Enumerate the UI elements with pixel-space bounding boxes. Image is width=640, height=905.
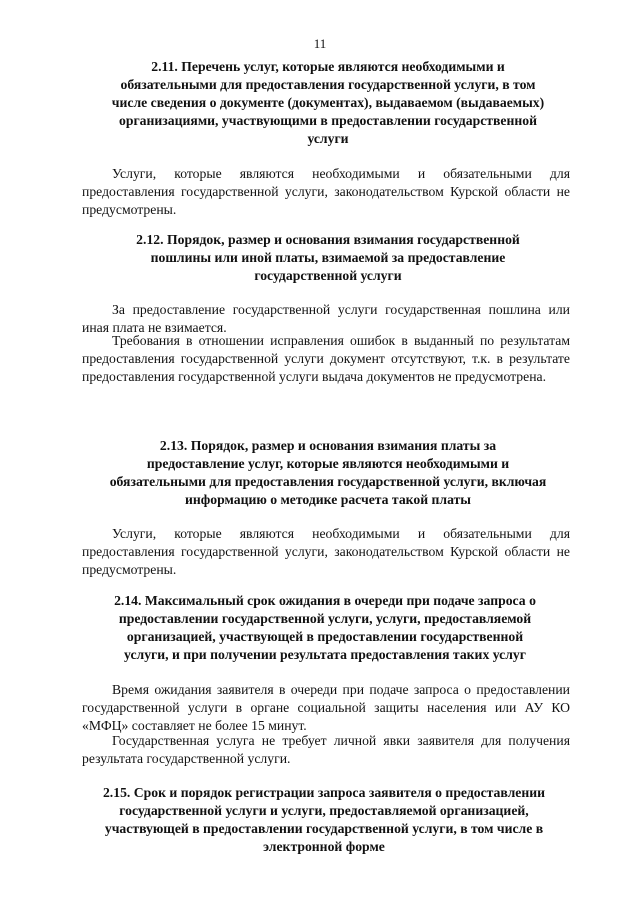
heading-line: 2.12. Порядок, размер и основания взимания государственной: [136, 232, 520, 247]
heading-2-11: [88, 58, 568, 148]
heading-line: организацией, участвующей в предоставлении государственной: [126, 629, 524, 644]
heading-line: 2.14. Максимальный срок ожидания в очереди при подаче запроса о: [114, 593, 536, 608]
heading-line: участвующей в предоставлении государственной услуги, в том числе в: [104, 821, 544, 836]
paragraph-2-14-2: Государственная услуга не требует личной явки заявителя для получения результата государственной услуги.: [82, 733, 570, 766]
heading-line: 2.13. Порядок, размер и основания взимания платы за: [159, 438, 497, 453]
heading-line: 2.15. Срок и порядок регистрации запроса заявителя о предоставлении: [102, 785, 546, 800]
heading-line: 2.11. Перечень услуг, которые являются необходимыми и: [151, 59, 505, 74]
paragraph-2-12-2: Требования в отношении исправления ошибок в выданный по результатам предоставления государственной услуги документ отсутствуют, т.к. в результате предоставления государственной услуги выдача документов не предусмотрена.: [82, 333, 570, 384]
heading-2-13: [88, 437, 568, 509]
heading-line: услуги, и при получении результата предоставления таких услуг: [124, 647, 526, 662]
heading-2-14: [80, 592, 570, 664]
heading-line: услуги: [307, 131, 349, 146]
heading-line: информацию о методике расчета такой платы: [185, 492, 471, 507]
paragraph-2-12-1: За предоставление государственной услуги государственная пошлина или иная плата не взимается.: [82, 302, 570, 335]
heading-line: пошлины или иной платы, взимаемой за предоставление: [150, 250, 506, 265]
paragraph-2-13-1: Услуги, которые являются необходимыми и обязательными для предоставления государственной услуги, законодательством Курской области не предусмотрены.: [82, 526, 570, 577]
heading-line: предоставление услуг, которые являются необходимыми и: [146, 456, 510, 471]
page-number: 11: [313, 36, 327, 51]
heading-line: обязательными для предоставления государственной услуги, включая: [109, 474, 547, 489]
heading-line: государственной услуги: [254, 268, 402, 283]
heading-line: числе сведения о документе (документах), выдаваемом (выдаваемых): [111, 95, 545, 110]
heading-2-12: [88, 231, 568, 285]
heading-line: предоставлении государственной услуги, услуги, предоставляемой: [118, 611, 532, 626]
heading-line: государственной услуги и услуги, предоставляемой организацией,: [119, 803, 529, 818]
heading-line: электронной форме: [263, 839, 385, 854]
paragraph-2-11-1: Услуги, которые являются необходимыми и обязательными для предоставления государственной услуги, законодательством Курской области не предусмотрены.: [82, 166, 570, 217]
heading-line: обязательными для предоставления государственной услуги, в том: [120, 77, 536, 92]
paragraph-2-14-1: Время ожидания заявителя в очереди при подаче запроса о предоставлении государственной услуги в органе социальной защиты населения или АУ КО «МФЦ» составляет не более 15 минут.: [82, 682, 570, 733]
heading-2-15: [76, 784, 572, 856]
heading-line: организациями, участвующими в предоставлении государственной: [119, 113, 537, 128]
